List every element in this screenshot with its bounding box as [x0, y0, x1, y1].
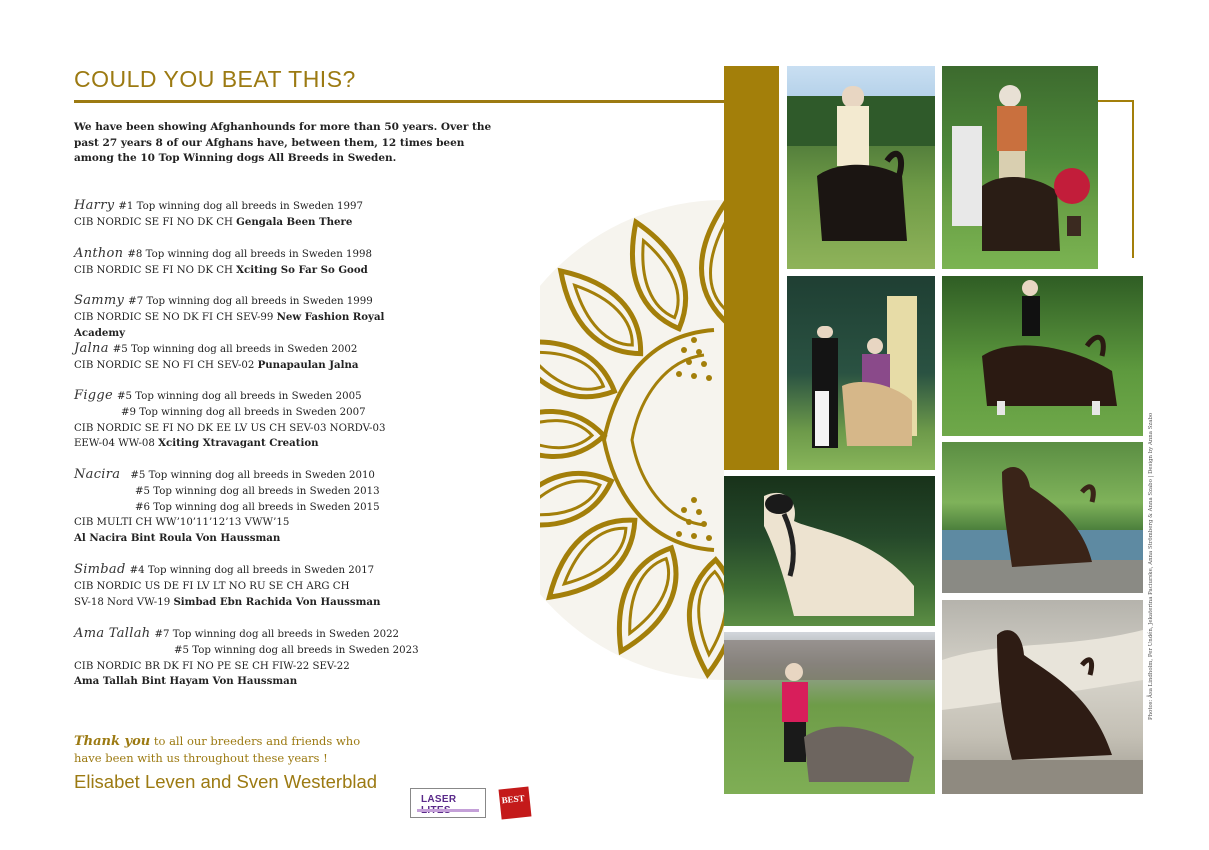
owners-signature: Elisabet Leven and Sven Westerblad [74, 771, 378, 792]
photo-cream-black-mask [724, 476, 935, 626]
entry-titles: CIB NORDIC SE FI NO DK CH [74, 216, 237, 228]
entry-ranking: #6 Top winning dog all breeds in Sweden 2015 [135, 501, 380, 513]
entry-ranking: #5 Top winning dog all breeds in Sweden 2002 [112, 344, 358, 355]
entry-ama-tallah [74, 626, 434, 690]
entry-titles: SV-18 Nord VW-19 [74, 596, 174, 608]
entry-signature: Nacira [74, 467, 121, 482]
entry-ranking: #1 Top winning dog all breeds in Sweden 1997 [118, 201, 363, 212]
entry-dog-name: Xciting So Far So Good [236, 263, 368, 276]
entry-ranking: #5 Top winning dog all breeds in Sweden 2013 [135, 485, 380, 497]
entry-dog-name: Al Nacira Bint Roula Von Haussman [74, 532, 281, 545]
entry-titles: CIB MULTI CH WW’10’11’12’13 VWW’15 [74, 517, 290, 529]
intro-paragraph: We have been showing Afghanhounds for more than 50 years. Over the past 27 years 8 of our Afghans have, between them, 12 times been among the 10 Top Winning dogs All Breeds in Sweden. [74, 121, 492, 164]
mandala-ornament [540, 190, 730, 690]
entry-ranking: #5 Top winning dog all breeds in Sweden 2010 [130, 470, 375, 481]
gold-accent-bar [724, 66, 779, 470]
best-logo-text: BEST [501, 793, 526, 806]
entry-titles: CIB NORDIC SE FI NO DK EE LV US CH SEV-03 NORDV-03 [74, 422, 386, 434]
laser-lites-logo [410, 788, 486, 818]
entry-ranking: #7 Top winning dog all breeds in Sweden 1999 [128, 296, 373, 307]
entry-ranking: #5 Top winning dog all breeds in Sweden 2023 [174, 644, 419, 656]
entry-figge [74, 388, 434, 452]
entry-titles: CIB NORDIC SE NO FI CH SEV-02 [74, 359, 258, 371]
frame-line [1132, 100, 1134, 258]
entry-ranking: #5 Top winning dog all breeds in Sweden 2005 [117, 391, 362, 402]
entry-dog-name: Punapaulan Jalna [257, 358, 359, 371]
entry-ranking: #7 Top winning dog all breeds in Sweden 2022 [154, 629, 400, 640]
entry-dog-name: New Fashion Royal Academy [74, 310, 385, 339]
entry-harry [74, 198, 434, 231]
thanks-text: to all our breeders and friends who [150, 734, 361, 748]
entry-dog-name: Xciting Xtravagant Creation [158, 437, 319, 450]
photo-handler-orange-top [942, 66, 1098, 269]
entry-titles: CIB NORDIC SE NO DK FI CH SEV-99 [74, 311, 277, 323]
entry-dog-name: Gengala Been There [236, 215, 353, 228]
entry-simbad [74, 562, 434, 610]
entry-signature: Figge [74, 388, 114, 403]
entry-signature: Jalna [74, 341, 109, 356]
entry-ranking: #9 Top winning dog all breeds in Sweden 2007 [121, 406, 366, 418]
entry-titles: CIB NORDIC US DE FI LV LT NO RU SE CH ARG CH [74, 580, 350, 592]
entry-ranking: #4 Top winning dog all breeds in Sweden 2017 [129, 565, 375, 576]
photo-credit [1148, 412, 1158, 720]
laser-lites-logo-text: LASER [421, 794, 457, 805]
entry-titles: EEW-04 WW-08 [74, 438, 159, 450]
entry-titles: CIB NORDIC SE FI NO DK CH [74, 264, 237, 276]
photo-show-ring-podium [787, 276, 935, 470]
entry-dog-name: Ama Tallah Bint Hayam Von Haussman [74, 675, 298, 688]
entry-anthon [74, 246, 434, 279]
photo-black-tan-stacked [942, 276, 1143, 436]
entry-signature: Harry [74, 198, 115, 213]
entry-titles: CIB NORDIC BR DK FI NO PE SE CH FIW-22 SEV-22 [74, 660, 350, 672]
title-underline [74, 100, 724, 103]
best-logo [499, 787, 532, 820]
photo-credit-text: Photos: Åsa Lindholm, Per Undén, Jekaterina Paciurske, Anna Strömberg & Anna Szabo | Design by Anna Szabo [1148, 412, 1154, 720]
photo-afghan-on-rocks [942, 600, 1143, 794]
entry-sammy [74, 293, 434, 341]
page-title: COULD YOU BEAT THIS? [74, 66, 356, 92]
entry-signature: Sammy [74, 293, 125, 308]
entry-nacira [74, 467, 434, 547]
entry-jalna [74, 341, 434, 374]
thanks-text-line2: have been with us throughout these years ! [74, 751, 328, 765]
photo-handler-white-jacket [787, 66, 935, 269]
entry-signature: Anthon [74, 246, 124, 261]
entry-signature: Simbad [74, 562, 126, 577]
photo-gaiting-ring [724, 632, 935, 794]
entry-dog-name: Simbad Ebn Rachida Von Haussman [173, 595, 381, 608]
photo-dark-afghan-lake [942, 442, 1143, 593]
thanks-note [74, 733, 414, 766]
entry-ranking: #8 Top winning dog all breeds in Sweden 1998 [127, 249, 372, 260]
thanks-signature: Thank you [74, 734, 151, 749]
entry-signature: Ama Tallah [74, 626, 151, 641]
